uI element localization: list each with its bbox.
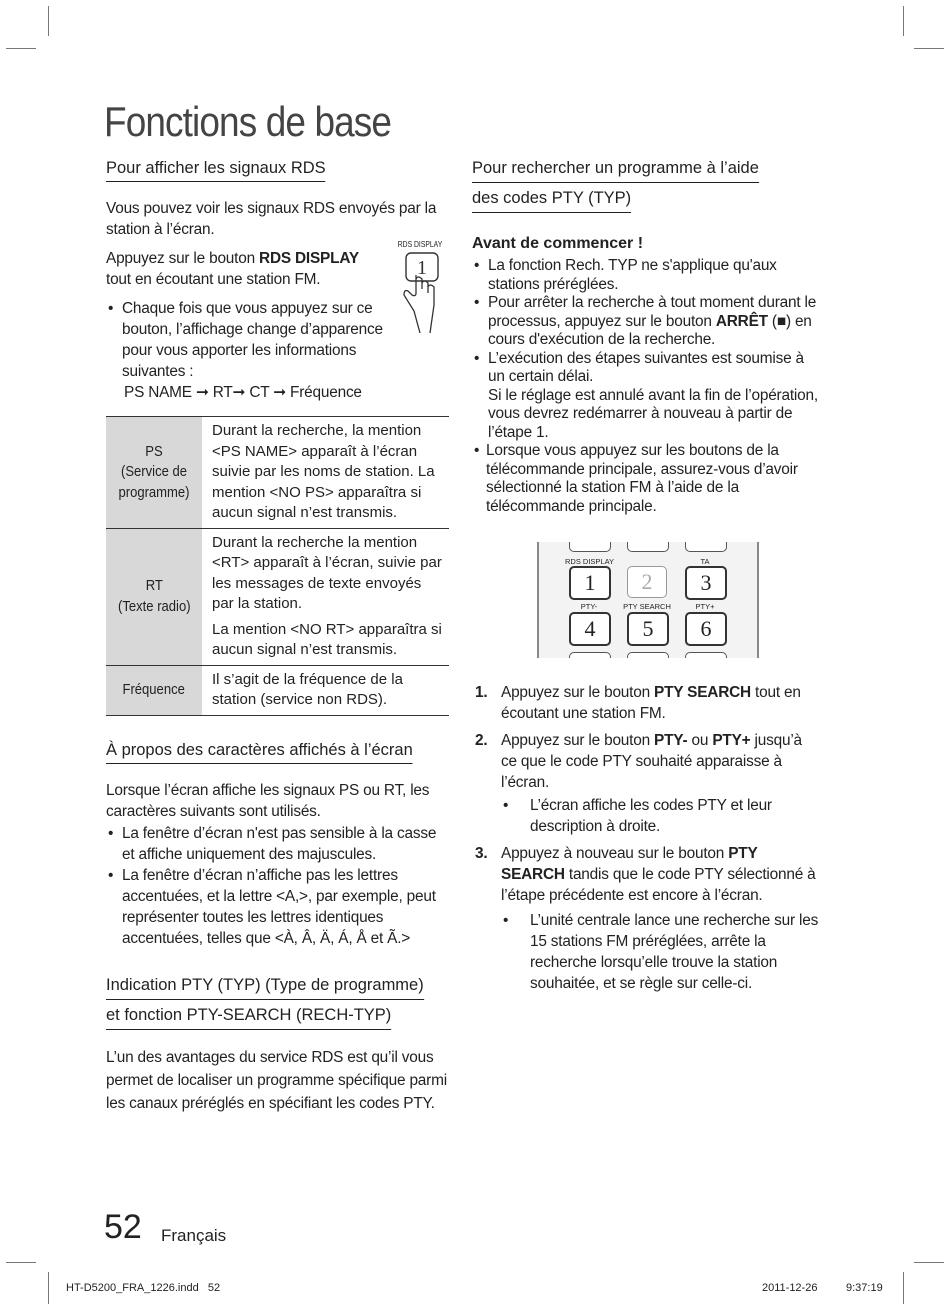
table-value-text: Il s’agit de la fréquence de la station (service non RDS). [212, 670, 403, 708]
remote-button-2[interactable] [627, 566, 667, 598]
remote-button-partial [685, 652, 727, 658]
page-language: Français [161, 1226, 227, 1245]
list-item: • L’écran affiche les codes PTY et leur description à droite. [501, 795, 819, 837]
step-text: Appuyez sur le bouton [501, 732, 655, 749]
table-key-text: Fréquence [122, 681, 186, 698]
list-item: • L’unité centrale lance une recherche sur les 15 stations FM préréglées, arrête la recherche lorsqu’elle trouve la station souhaitée, et se règle sur celle-ci. [501, 910, 819, 994]
step-number: 3. [475, 845, 488, 862]
rds-bullet-text: Chaque fois que vous appuyez sur ce bouton, l’affichage change d’apparence pour vous apporter les informations suivantes : [122, 300, 383, 380]
chars-intro: Lorsque l’écran affiche les signaux PS ou RT, les caractères suivants sont utilisés. [106, 781, 430, 820]
step-text-mid: ou [687, 732, 713, 749]
list-item: • La fenêtre d’écran n'est pas sensible à la casse et affiche uniquement des majuscules. [106, 823, 449, 865]
step-number: 1. [475, 684, 488, 701]
step-sub-list [501, 910, 819, 994]
rds-info-table [106, 416, 449, 716]
remote-label: TA [700, 557, 710, 566]
crop-mark [903, 6, 904, 36]
remote-label: RDS DISPLAY [565, 557, 615, 566]
left-column [106, 158, 449, 1115]
table-value [202, 417, 449, 529]
rds-press-text [106, 248, 381, 290]
remote-button-3[interactable] [685, 566, 727, 600]
table-key-text: PS (Service de programme) [118, 443, 190, 501]
rds-display-button-illustration [392, 240, 448, 340]
right-column [472, 158, 819, 1000]
table-value-text: Durant la recherche, la mention <PS NAME> apparaît à l’écran suivie par les noms de station. La mention <NO PS> apparaîtra si aucun signal n’est transmis. [212, 422, 435, 521]
crop-mark [6, 1262, 36, 1263]
remote-illustration [537, 542, 759, 658]
rds-press-pre: Appuyez sur le bouton [106, 250, 260, 267]
bullet-text: Pour arrêter la recherche à tout moment durant le processus, appuyez sur le bouton [488, 294, 817, 330]
before-start-list [472, 257, 819, 516]
step-bold: PTY SEARCH [501, 845, 758, 883]
bullet-text: Lorsque vous appuyez sur les boutons de la télécommande principale, assurez-vous d’avoir sélectionné la station FM à l’aide de la télécommande principale. [486, 442, 798, 515]
table-value-text-2: La mention <NO RT> apparaîtra si aucun signal n’est transmis. [212, 620, 442, 658]
rds-press-button-name: RDS DISPLAY [259, 250, 359, 267]
rds-bullet-list [106, 298, 391, 403]
table-value-text: Durant la recherche la mention <RT> apparaît à l’écran, suivie par les messages de texte envoyés par la station. [212, 533, 442, 612]
table-key [106, 665, 202, 715]
table-row [106, 528, 449, 665]
table-value [202, 528, 449, 665]
remote-digit: 1 [584, 570, 596, 595]
crop-mark [48, 6, 49, 36]
bullet-text-post: (■) en cours d'exécution de la recherche. [488, 312, 812, 348]
table-row [106, 665, 449, 715]
step-number: 2. [475, 732, 488, 749]
crop-mark [914, 1262, 944, 1263]
step-text-post: tandis que le code PTY sélectionné à l’étape précédente est encore à l’écran. [501, 866, 816, 904]
slug-file: HT-D5200_FRA_1226.indd 52 [66, 1282, 221, 1294]
slug-time: 9:37:19 [846, 1282, 883, 1294]
pty-heading [106, 975, 449, 1030]
remote-digit: 6 [700, 616, 712, 641]
list-item [472, 257, 819, 294]
pty-heading-line1: Indication PTY (TYP) (Type de programme) [106, 975, 424, 1000]
list-item [472, 294, 819, 350]
bullet-text: L’exécution des étapes suivantes est soumise à un certain délai. Si le réglage est annulé avant la fin de l’opération, vous devrez redémarrer à nouveau à partir de l’étape 1. [488, 349, 818, 441]
chars-bullet-list [106, 823, 449, 949]
remote-button-partial [685, 542, 727, 552]
rds-heading: Pour afficher les signaux RDS [106, 158, 326, 182]
page-number: 52 [104, 1208, 142, 1246]
remote-button-1[interactable] [569, 566, 611, 600]
step-text: Appuyez à nouveau sur le bouton [501, 845, 729, 862]
table-value [202, 665, 449, 715]
pty-search-heading [472, 158, 819, 213]
remote-button-pty-search[interactable] [627, 612, 669, 646]
finger-pressing-icon [392, 249, 448, 339]
steps-list [472, 682, 819, 994]
step-bold-2: PTY+ [712, 732, 751, 749]
step-item [472, 730, 819, 837]
step-bold: PTY SEARCH [654, 684, 751, 701]
slug-date: 2011-12-26 [762, 1282, 818, 1294]
bullet-text: La fonction Rech. TYP ne s'applique qu'aux stations préréglées. [488, 257, 777, 293]
bullet-bold: ARRÊT [715, 312, 768, 330]
remote-label: PTY+ [695, 602, 715, 611]
remote-label: PTY- [580, 602, 598, 611]
list-item [106, 298, 391, 403]
remote-button-pty-plus[interactable] [685, 612, 727, 646]
remote-button-pty-minus[interactable] [569, 612, 611, 646]
remote-digit: 5 [642, 616, 654, 641]
remote-button-partial [627, 652, 669, 658]
step-text-post: jusqu’à ce que le code PTY souhaité apparaisse à l’écran. [501, 732, 802, 791]
list-item [472, 350, 819, 443]
remote-digit: 3 [700, 570, 712, 595]
rds-display-digit: 1 [417, 257, 427, 279]
step-sub-list [501, 795, 819, 837]
remote-digit: 2 [641, 569, 653, 594]
table-key-text: RT (Texte radio) [117, 578, 191, 615]
remote-button-partial [569, 652, 611, 658]
crop-mark [914, 48, 944, 49]
remote-button-partial [627, 542, 669, 552]
step-item [472, 843, 819, 994]
rds-sequence: PS NAME ➞ RT➞ CT ➞ Fréquence [124, 384, 362, 401]
step-text: Appuyez sur le bouton [501, 684, 655, 701]
pty-body: L’un des avantages du service RDS est qu’il vous permet de localiser un programme spécifique parmi les canaux préréglés en spécifiant les codes PTY. [106, 1048, 447, 1112]
rds-intro: Vous pouvez voir les signaux RDS envoyés par la station à l’écran. [106, 200, 437, 238]
rds-press-post: tout en écoutant une station FM. [106, 271, 321, 288]
page-title: Fonctions de base [104, 98, 392, 145]
rds-display-caption: RDS DISPLAY [397, 240, 443, 249]
pty-heading-line2: et fonction PTY-SEARCH (RECH-TYP) [106, 1005, 391, 1030]
remote-button-partial [569, 542, 611, 552]
pty-search-heading-line1: Pour rechercher un programme à l’aide [472, 158, 759, 183]
before-start-title: Avant de commencer ! [472, 235, 644, 252]
table-key [106, 417, 202, 529]
list-item: • La fenêtre d’écran n’affiche pas les lettres accentuées, et la lettre <A,>, par exemple, peut représenter toutes les lettres identiques accentuées, telles que <À, Â, Ä, Á, Å et Ã.> [106, 865, 449, 949]
list-item [472, 442, 819, 516]
rds-press-block [106, 240, 449, 290]
step-bold: PTY- [654, 732, 688, 749]
remote-digit: 4 [584, 616, 596, 641]
crop-mark [48, 1272, 49, 1304]
step-item [472, 682, 819, 724]
pty-search-heading-line2: des codes PTY (TYP) [472, 188, 631, 213]
step-text-post: tout en écoutant une station FM. [501, 684, 801, 722]
remote-label: PTY SEARCH [623, 602, 671, 611]
crop-mark [6, 48, 36, 49]
table-key [106, 528, 202, 665]
table-row [106, 417, 449, 529]
chars-heading: À propos des caractères affichés à l’écran [106, 740, 413, 764]
crop-mark [903, 1272, 904, 1304]
